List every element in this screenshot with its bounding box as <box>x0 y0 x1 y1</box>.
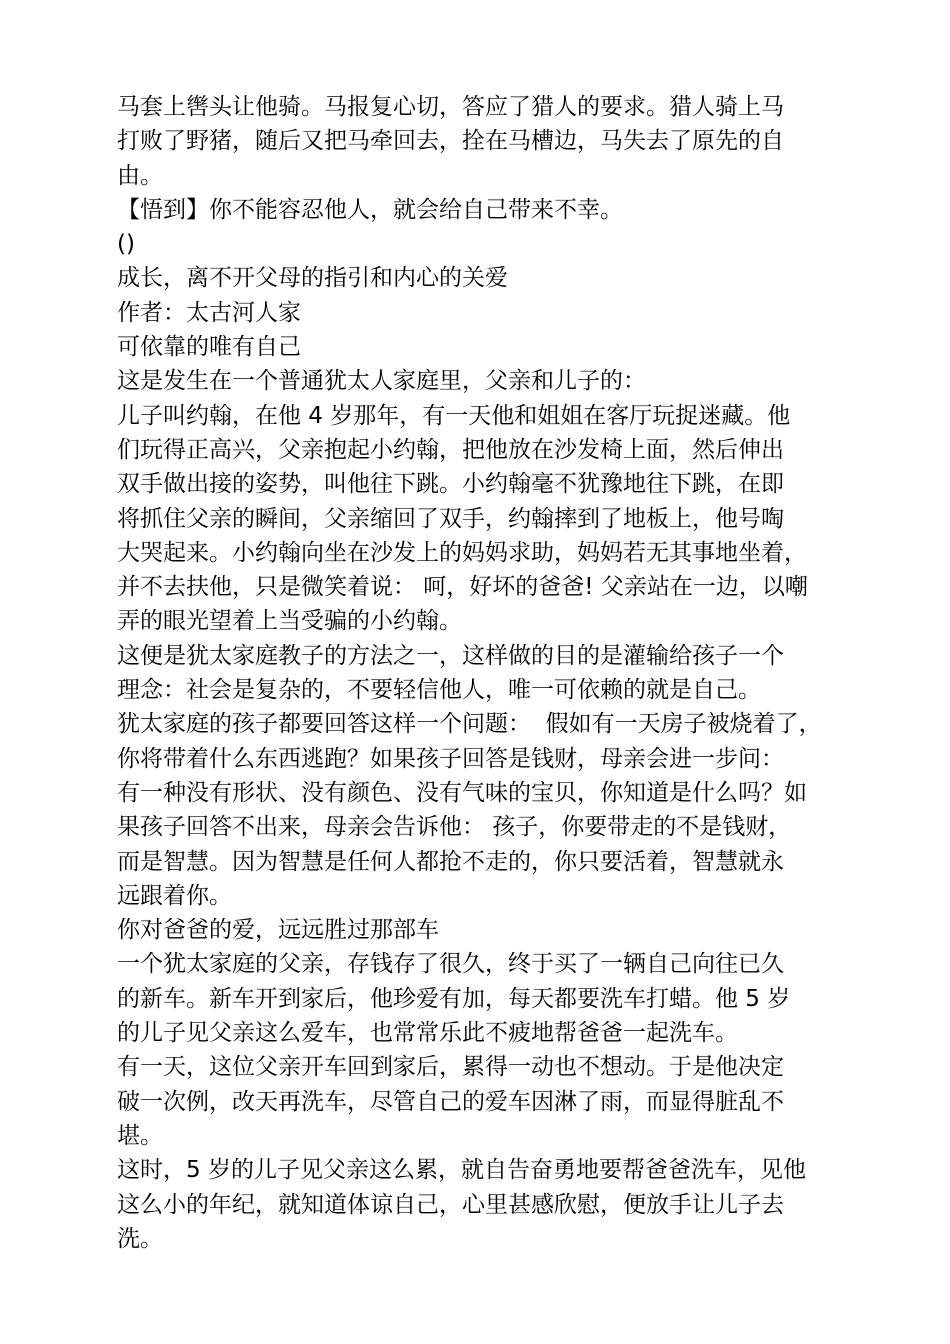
text-line: 成长，离不开父母的指引和内心的关爱 <box>117 265 508 292</box>
text-line: 洗。 <box>117 1225 163 1252</box>
text-line: 弄的眼光望着上当受骗的小约翰。 <box>117 608 462 635</box>
text-line: 一个犹太家庭的父亲，存钱存了很久，终于买了一辆自己向往已久 <box>117 951 784 978</box>
text-line: 有一天，这位父亲开车回到家后，累得一动也不想动。于是他决定 <box>117 1054 784 1081</box>
text-line: 这么小的年纪，就知道体谅自己，心里甚感欣慰，便放手让儿子去 <box>117 1191 784 1218</box>
text-line: 而是智慧。因为智慧是任何人都抢不走的，你只要活着，智慧就永 <box>117 848 784 875</box>
text-line: 马套上辔头让他骑。马报复心切，答应了猎人的要求。猎人骑上马 <box>117 94 784 120</box>
document-body <box>117 90 847 1256</box>
text-line: 将抓住父亲的瞬间，父亲缩回了双手，约翰摔到了地板上，他号啕 <box>117 505 784 532</box>
text-line: 你对爸爸的爱，远远胜过那部车 <box>117 917 439 944</box>
text-line: 大哭起来。小约翰向坐在沙发上的妈妈求助，妈妈若无其事地坐着， <box>117 539 807 566</box>
text-line: 破一次例，改天再洗车，尽管自己的爱车因淋了雨，而显得脏乱不 <box>117 1088 784 1115</box>
text-line: 作者：太古河人家 <box>117 299 301 326</box>
text-line: 们玩得正高兴，父亲抱起小约翰，把他放在沙发椅上面，然后伸出 <box>117 436 784 463</box>
text-line: 的儿子见父亲这么爱车，也常常乐此不疲地帮爸爸一起洗车。 <box>117 1020 738 1047</box>
text-line: 远跟着你。 <box>117 882 232 909</box>
text-line: 双手做出接的姿势，叫他往下跳。小约翰毫不犹豫地往下跳，在即 <box>117 471 784 498</box>
text-line: 有一种没有形状、没有颜色、没有气味的宝贝，你知道是什么吗？如 <box>117 779 807 806</box>
text-line: () <box>117 231 135 258</box>
text-line: 由。 <box>117 162 163 189</box>
text-line: 果孩子回答不出来，母亲会告诉他： 孩子，你要带走的不是钱财， <box>117 814 792 841</box>
text-line: 这时，5 岁的儿子见父亲这么累，就自告奋勇地要帮爸爸洗车，见他 <box>117 1157 806 1184</box>
text-line: 儿子叫约翰，在他 4 岁那年，有一天他和姐姐在客厅玩捉迷藏。他 <box>117 402 791 429</box>
text-line: 理念：社会是复杂的，不要轻信他人，唯一可依赖的就是自己。 <box>117 677 761 704</box>
text-line: 你将带着什么东西逃跑？如果孩子回答是钱财，母亲会进一步问： <box>117 745 784 772</box>
text-line: 这便是犹太家庭教子的方法之一，这样做的目的是灌输给孩子一个 <box>117 642 784 669</box>
text-line: 【悟到】你不能容忍他人，就会给自己带来不幸。 <box>117 196 623 223</box>
text-line: 的新车。新车开到家后，他珍爱有加，每天都要洗车打蜡。他 5 岁 <box>117 985 791 1012</box>
text-line: 堪。 <box>117 1122 163 1149</box>
text-line: 可依靠的唯有自己 <box>117 334 301 361</box>
text-line: 犹太家庭的孩子都要回答这样一个问题： 假如有一天房子被烧着了， <box>117 711 822 738</box>
text-line: 并不去扶他，只是微笑着说： 呵，好坏的爸爸! 父亲站在一边，以嘲 <box>117 574 808 601</box>
text-line: 这是发生在一个普通犹太人家庭里，父亲和儿子的： <box>117 368 646 395</box>
text-line: 打败了野猪，随后又把马牵回去，拴在马槽边，马失去了原先的自 <box>117 128 784 155</box>
